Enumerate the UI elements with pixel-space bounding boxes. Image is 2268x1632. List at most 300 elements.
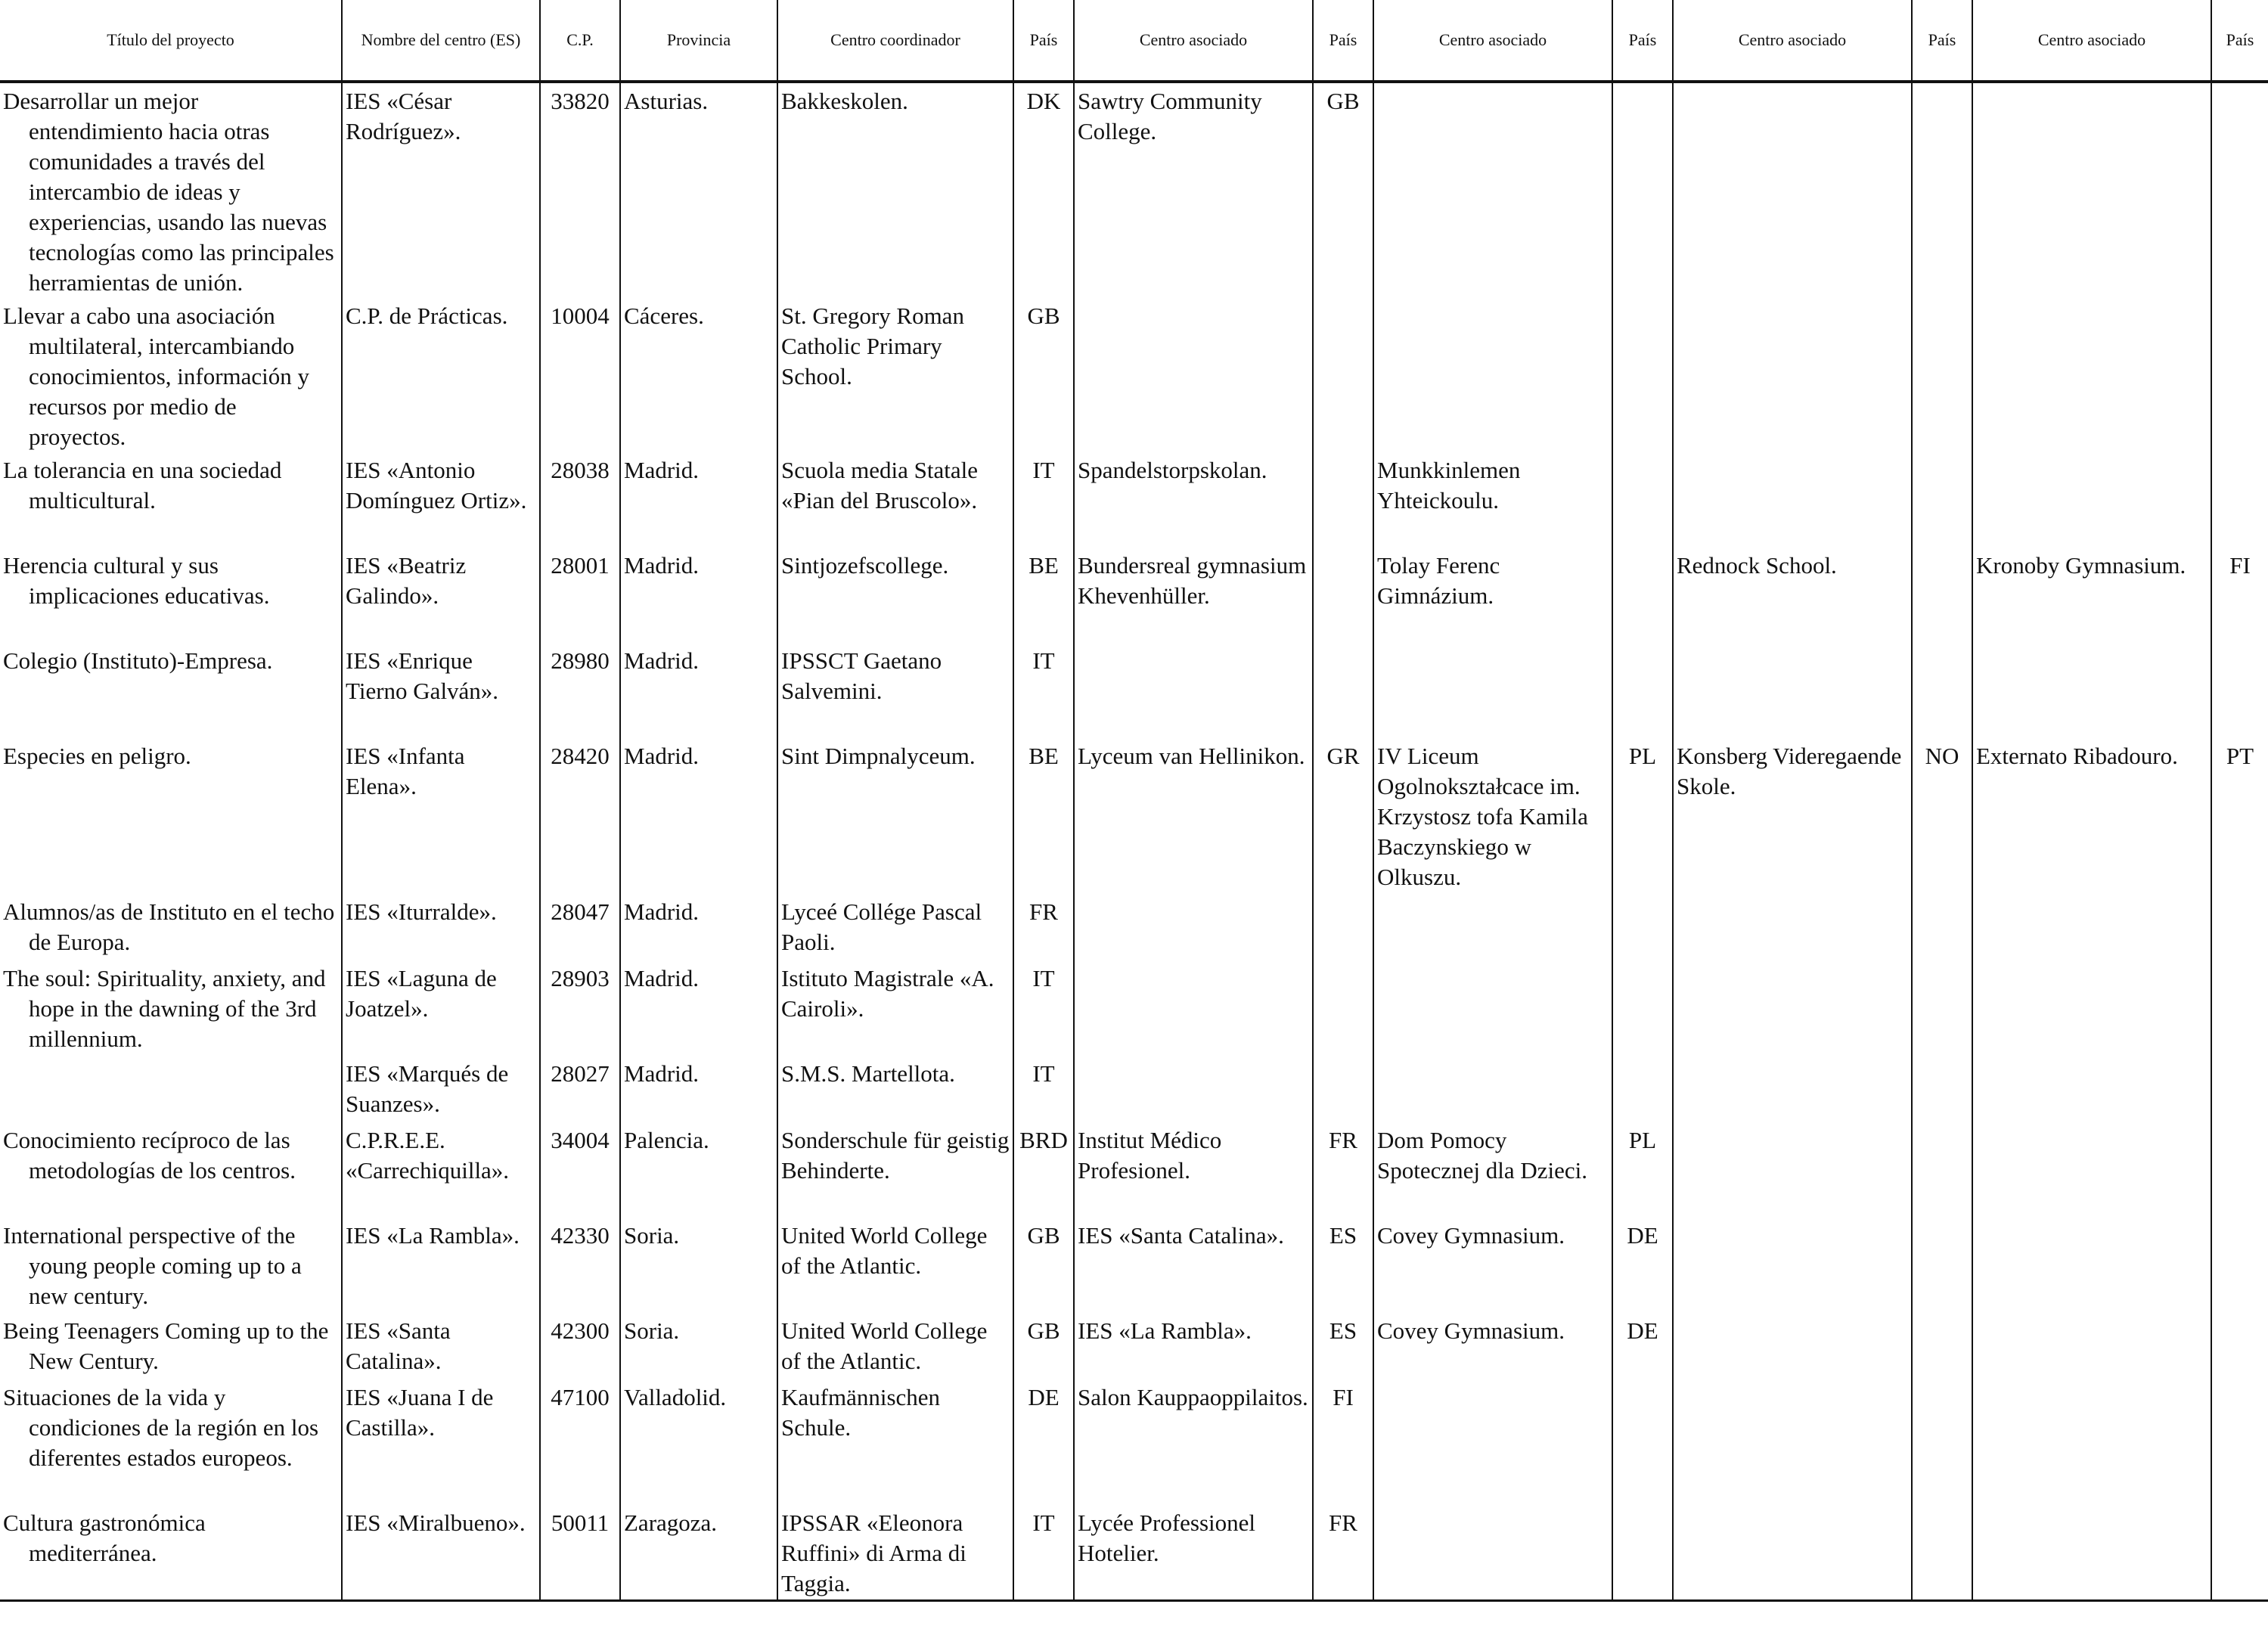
coordinator-cell <box>777 643 1013 738</box>
postal-code-cell-text: 33820 <box>551 88 610 114</box>
project-title-cell <box>0 960 342 1056</box>
partner-cell <box>1972 1122 2211 1218</box>
partner-cell <box>1074 1379 1313 1505</box>
country-cell <box>2211 1313 2268 1379</box>
province-cell <box>620 1505 777 1600</box>
country-cell <box>1912 298 1972 452</box>
country-cell-text: BE <box>1029 552 1059 579</box>
country-cell <box>1612 894 1673 960</box>
province-cell-text: Madrid. <box>624 457 700 483</box>
partner-cell <box>1373 894 1612 960</box>
project-title-cell <box>0 1122 342 1218</box>
country-cell <box>1313 1379 1373 1505</box>
partner-cell <box>1074 960 1313 1056</box>
partner-cell <box>1673 643 1912 738</box>
header-pais-3: País <box>1612 0 1673 82</box>
country-cell <box>2211 1218 2268 1313</box>
province-cell <box>620 1379 777 1505</box>
province-cell <box>620 894 777 960</box>
coordinator-cell <box>777 894 1013 960</box>
project-title-cell-text: International perspective of the young people coming up to a new century. <box>3 1222 302 1309</box>
postal-code-cell <box>540 960 620 1056</box>
country-cell <box>1013 1056 1074 1122</box>
country-cell <box>1313 643 1373 738</box>
country-cell-text: FI <box>1333 1384 1354 1410</box>
table-row <box>0 82 2268 298</box>
country-cell-text: PT <box>2226 743 2254 769</box>
partner-cell-text: Kronoby Gymnasium. <box>1976 552 2186 579</box>
partner-cell-text: Covey Gymnasium. <box>1377 1222 1565 1249</box>
partner-cell <box>1373 1218 1612 1313</box>
partner-cell <box>1673 1122 1912 1218</box>
project-title-cell <box>0 1379 342 1505</box>
postal-code-cell-text: 42300 <box>551 1317 610 1344</box>
table-row <box>0 738 2268 894</box>
country-cell-text: DK <box>1026 88 1061 114</box>
country-cell <box>1013 548 1074 643</box>
country-cell <box>1612 452 1673 548</box>
school-name-cell-text: IES «La Rambla». <box>346 1222 520 1249</box>
country-cell-text: BE <box>1029 743 1059 769</box>
partner-cell <box>1673 452 1912 548</box>
postal-code-cell <box>540 1122 620 1218</box>
coordinator-cell-text: Sintjozefscollege. <box>781 552 949 579</box>
project-title-cell-text: Conocimiento recíproco de las metodologías de los centros. <box>3 1127 296 1184</box>
country-cell <box>1612 548 1673 643</box>
partner-cell <box>1074 738 1313 894</box>
country-cell <box>1013 738 1074 894</box>
header-coordinador: Centro coordinador <box>777 0 1013 82</box>
postal-code-cell-text: 28038 <box>551 457 610 483</box>
partner-cell-text: Rednock School. <box>1677 552 1837 579</box>
country-cell <box>1013 1313 1074 1379</box>
header-asociado-1: Centro asociado <box>1074 0 1313 82</box>
country-cell-text: DE <box>1627 1317 1658 1344</box>
partner-cell <box>1673 1505 1912 1600</box>
coordinator-cell-text: IPSSCT Gaetano Salvemini. <box>781 647 942 704</box>
postal-code-cell-text: 10004 <box>551 303 610 329</box>
partner-cell-text: IES «Santa Catalina». <box>1078 1222 1284 1249</box>
country-cell-text: GB <box>1027 303 1060 329</box>
country-cell <box>1612 1122 1673 1218</box>
project-title-cell-text: Desarrollar un mejor entendimiento hacia otras comunidades a través del intercambio de ideas y experiencias, usando las nuevas tecnologías como las principales herramientas de unión. <box>3 88 334 296</box>
country-cell <box>1013 1122 1074 1218</box>
province-cell-text: Asturias. <box>624 88 709 114</box>
partner-cell <box>1074 82 1313 298</box>
postal-code-cell <box>540 548 620 643</box>
table-row <box>0 548 2268 643</box>
partner-cell-text: IV Liceum Ogolnokształcace im. Krzystosz tofa Kamila Baczynskiego w Olkuszu. <box>1377 743 1588 890</box>
country-cell <box>1313 960 1373 1056</box>
partner-cell <box>1673 1056 1912 1122</box>
partner-cell-text: Tolay Ferenc Gimnázium. <box>1377 552 1500 609</box>
country-cell <box>1912 960 1972 1056</box>
partner-cell <box>1074 452 1313 548</box>
table-row <box>0 1505 2268 1600</box>
school-name-cell <box>342 298 540 452</box>
postal-code-cell <box>540 1505 620 1600</box>
partner-cell-text: Institut Médico Profesionel. <box>1078 1127 1222 1184</box>
country-cell <box>1912 1122 1972 1218</box>
postal-code-cell-text: 50011 <box>551 1509 610 1536</box>
country-cell-text: ES <box>1329 1222 1357 1249</box>
country-cell <box>1612 738 1673 894</box>
project-title-cell-text: Cultura gastronómica mediterránea. <box>3 1509 206 1566</box>
country-cell <box>1313 1505 1373 1600</box>
partner-cell <box>1373 738 1612 894</box>
province-cell-text: Madrid. <box>624 552 700 579</box>
partner-cell-text: Sawtry Community College. <box>1078 88 1262 144</box>
country-cell-text: DE <box>1627 1222 1658 1249</box>
coordinator-cell-text: St. Gregory Roman Catholic Primary School. <box>781 303 964 389</box>
postal-code-cell <box>540 1056 620 1122</box>
postal-code-cell <box>540 1313 620 1379</box>
coordinator-cell <box>777 1122 1013 1218</box>
partner-cell-text: IES «La Rambla». <box>1078 1317 1252 1344</box>
project-title-cell-text: Herencia cultural y sus implicaciones educativas. <box>3 552 270 609</box>
partner-cell <box>1074 548 1313 643</box>
school-name-cell <box>342 1218 540 1313</box>
country-cell-text: GB <box>1027 1222 1060 1249</box>
province-cell <box>620 1218 777 1313</box>
partner-cell-text: Salon Kauppaoppilaitos. <box>1078 1384 1308 1410</box>
coordinator-cell-text: United World College of the Atlantic. <box>781 1222 988 1279</box>
table-row <box>0 452 2268 548</box>
project-title-cell <box>0 1505 342 1600</box>
country-cell <box>2211 643 2268 738</box>
country-cell-text: FR <box>1329 1127 1357 1153</box>
coordinator-cell-text: S.M.S. Martellota. <box>781 1060 955 1087</box>
partner-cell <box>1673 738 1912 894</box>
country-cell <box>1612 1505 1673 1600</box>
coordinator-cell-text: Scuola media Statale «Pian del Bruscolo». <box>781 457 978 513</box>
partner-cell <box>1373 643 1612 738</box>
school-name-cell <box>342 1122 540 1218</box>
table-row <box>0 643 2268 738</box>
coordinator-cell-text: Kaufmännischen Schule. <box>781 1384 941 1441</box>
partner-cell <box>1373 82 1612 298</box>
school-name-cell-text: IES «Beatriz Galindo». <box>346 552 467 609</box>
country-cell-text: BRD <box>1019 1127 1068 1153</box>
coordinator-cell <box>777 82 1013 298</box>
partner-cell <box>1673 960 1912 1056</box>
province-cell-text: Soria. <box>624 1222 680 1249</box>
country-cell <box>1612 1218 1673 1313</box>
coordinator-cell-text: Istituto Magistrale «A. Cairoli». <box>781 965 994 1022</box>
school-name-cell-text: IES «Marqués de Suanzes». <box>346 1060 509 1117</box>
table-row <box>0 1379 2268 1505</box>
table-row <box>0 298 2268 452</box>
country-cell <box>1313 738 1373 894</box>
country-cell-text: IT <box>1032 1509 1055 1536</box>
partner-cell <box>1074 643 1313 738</box>
country-cell <box>1013 643 1074 738</box>
coordinator-cell-text: United World College of the Atlantic. <box>781 1317 988 1374</box>
partner-cell <box>1972 1505 2211 1600</box>
province-cell-text: Madrid. <box>624 965 700 991</box>
school-name-cell <box>342 548 540 643</box>
country-cell-text: PL <box>1628 743 1657 769</box>
postal-code-cell <box>540 643 620 738</box>
partner-cell-text: Konsberg Videregaende Skole. <box>1677 743 1902 799</box>
country-cell-text: FI <box>2229 552 2251 579</box>
country-cell <box>1912 82 1972 298</box>
header-pais-4: País <box>1912 0 1972 82</box>
province-cell-text: Cáceres. <box>624 303 704 329</box>
project-title-cell-text: Colegio (Instituto)-Empresa. <box>3 647 273 674</box>
partner-cell-text: Dom Pomocy Spotecznej dla Dzieci. <box>1377 1127 1588 1184</box>
partner-cell <box>1373 960 1612 1056</box>
coordinator-cell <box>777 1313 1013 1379</box>
partner-cell <box>1074 894 1313 960</box>
header-pais-2: País <box>1313 0 1373 82</box>
partner-cell-text: Covey Gymnasium. <box>1377 1317 1565 1344</box>
project-title-cell-text: The soul: Spirituality, anxiety, and hope in the dawning of the 3rd millennium. <box>3 965 326 1052</box>
country-cell <box>1313 548 1373 643</box>
postal-code-cell-text: 28420 <box>551 743 610 769</box>
country-cell <box>1612 643 1673 738</box>
country-cell <box>2211 894 2268 960</box>
country-cell <box>1912 1505 1972 1600</box>
partner-cell <box>1673 1313 1912 1379</box>
country-cell <box>2211 82 2268 298</box>
header-titulo: Título del proyecto <box>107 30 234 49</box>
partner-cell <box>1972 738 2211 894</box>
country-cell <box>2211 960 2268 1056</box>
country-cell <box>1912 548 1972 643</box>
province-cell-text: Madrid. <box>624 647 700 674</box>
province-cell <box>620 960 777 1056</box>
project-title-cell <box>0 298 342 452</box>
coordinator-cell <box>777 960 1013 1056</box>
project-title-cell-text: La tolerancia en una sociedad multicultural. <box>3 457 282 513</box>
partner-cell <box>1673 548 1912 643</box>
province-cell <box>620 738 777 894</box>
project-title-cell <box>0 894 342 960</box>
project-title-cell <box>0 82 342 298</box>
postal-code-cell-text: 28001 <box>551 552 610 579</box>
partner-cell <box>1373 1379 1612 1505</box>
project-title-cell <box>0 1313 342 1379</box>
country-cell-text: NO <box>1925 743 1959 769</box>
project-title-cell <box>0 1218 342 1313</box>
country-cell-text: DE <box>1028 1384 1060 1410</box>
header-pais-1: País <box>1013 0 1074 82</box>
province-cell <box>620 82 777 298</box>
country-cell <box>2211 738 2268 894</box>
partner-cell <box>1373 1313 1612 1379</box>
header-row <box>0 0 2268 82</box>
coordinator-cell-text: Sint Dimpnalyceum. <box>781 743 976 769</box>
school-name-cell <box>342 738 540 894</box>
partner-cell <box>1373 1122 1612 1218</box>
partner-cell-text: Bundersreal gymnasium Khevenhüller. <box>1078 552 1307 609</box>
country-cell <box>1612 1313 1673 1379</box>
table-row <box>0 1313 2268 1379</box>
project-title-cell <box>0 1056 342 1122</box>
partner-cell <box>1972 894 2211 960</box>
postal-code-cell <box>540 82 620 298</box>
country-cell <box>1612 1379 1673 1505</box>
country-cell <box>1912 452 1972 548</box>
partner-cell <box>1972 548 2211 643</box>
coordinator-cell <box>777 548 1013 643</box>
project-title-cell-text: Especies en peligro. <box>3 743 191 769</box>
partner-cell <box>1074 1056 1313 1122</box>
coordinator-cell-text: Bakkeskolen. <box>781 88 908 114</box>
country-cell <box>1013 1379 1074 1505</box>
country-cell <box>1912 1313 1972 1379</box>
province-cell-text: Soria. <box>624 1317 680 1344</box>
postal-code-cell <box>540 1218 620 1313</box>
partner-cell <box>1074 1313 1313 1379</box>
table-row <box>0 1218 2268 1313</box>
coordinator-cell <box>777 738 1013 894</box>
project-title-cell-text: Llevar a cabo una asociación multilateral, intercambiando conocimientos, información y recursos por medio de proyectos. <box>3 303 310 450</box>
province-cell <box>620 452 777 548</box>
project-title-cell <box>0 452 342 548</box>
school-name-cell-text: C.P.R.E.E. «Carrechiquilla». <box>346 1127 510 1184</box>
partner-cell <box>1373 548 1612 643</box>
coordinator-cell <box>777 1218 1013 1313</box>
country-cell <box>1912 894 1972 960</box>
country-cell <box>1912 1056 1972 1122</box>
table-row <box>0 894 2268 960</box>
country-cell <box>1313 82 1373 298</box>
province-cell <box>620 1313 777 1379</box>
partner-cell <box>1373 298 1612 452</box>
school-name-cell-text: IES «Laguna de Joatzel». <box>346 965 497 1022</box>
coordinator-cell <box>777 298 1013 452</box>
partner-cell-text: Spandelstorpskolan. <box>1078 457 1267 483</box>
country-cell <box>1912 643 1972 738</box>
header-asociado-2: Centro asociado <box>1373 0 1612 82</box>
country-cell-text: FR <box>1029 898 1058 925</box>
project-title-cell <box>0 738 342 894</box>
coordinator-cell <box>777 1379 1013 1505</box>
country-cell-text: IT <box>1032 965 1055 991</box>
partner-cell <box>1972 1379 2211 1505</box>
postal-code-cell-text: 28047 <box>551 898 610 925</box>
project-title-cell-text: Being Teenagers Coming up to the New Century. <box>3 1317 329 1374</box>
coordinator-cell-text: Sonderschule für geistig Behinderte. <box>781 1127 1010 1184</box>
partner-cell <box>1373 452 1612 548</box>
country-cell <box>1612 960 1673 1056</box>
table-row <box>0 1056 2268 1122</box>
province-cell-text: Palencia. <box>624 1127 709 1153</box>
country-cell-text: GR <box>1326 743 1360 769</box>
country-cell <box>1013 452 1074 548</box>
country-cell-text: PL <box>1628 1127 1657 1153</box>
province-cell-text: Valladolid. <box>624 1384 727 1410</box>
province-cell-text: Madrid. <box>624 1060 700 1087</box>
country-cell <box>1013 894 1074 960</box>
postal-code-cell-text: 28027 <box>551 1060 610 1087</box>
header-pais-5: País <box>2211 0 2268 82</box>
school-name-cell-text: IES «Infanta Elena». <box>346 743 465 799</box>
partner-cell <box>1074 298 1313 452</box>
partner-cell <box>1972 1056 2211 1122</box>
header-nombre: Nombre del centro (ES) <box>342 0 540 82</box>
school-name-cell-text: IES «Iturralde». <box>346 898 497 925</box>
country-cell <box>1313 894 1373 960</box>
school-name-cell <box>342 1379 540 1505</box>
postal-code-cell <box>540 738 620 894</box>
postal-code-cell <box>540 452 620 548</box>
project-title-cell <box>0 643 342 738</box>
postal-code-cell-text: 47100 <box>551 1384 610 1410</box>
header-asociado-3: Centro asociado <box>1673 0 1912 82</box>
school-name-cell-text: IES «Santa Catalina». <box>346 1317 451 1374</box>
province-cell-text: Zaragoza. <box>624 1509 718 1536</box>
country-cell <box>1313 1056 1373 1122</box>
school-name-cell-text: IES «Miralbueno». <box>346 1509 526 1536</box>
school-name-cell <box>342 643 540 738</box>
country-cell <box>2211 1379 2268 1505</box>
country-cell <box>1013 298 1074 452</box>
partner-cell <box>1972 1313 2211 1379</box>
school-name-cell-text: C.P. de Prácticas. <box>346 303 508 329</box>
province-cell-text: Madrid. <box>624 743 700 769</box>
school-name-cell <box>342 1313 540 1379</box>
country-cell <box>2211 452 2268 548</box>
partner-cell <box>1074 1218 1313 1313</box>
partner-cell <box>1972 1218 2211 1313</box>
postal-code-cell-text: 34004 <box>551 1127 610 1153</box>
partner-cell <box>1972 452 2211 548</box>
country-cell <box>1013 960 1074 1056</box>
partner-cell <box>1373 1056 1612 1122</box>
project-title-cell-text: Situaciones de la vida y condiciones de la región en los diferentes estados europeos. <box>3 1384 319 1471</box>
partner-cell <box>1972 960 2211 1056</box>
country-cell-text: GB <box>1326 88 1360 114</box>
partner-cell-text: Lyceum van Hellinikon. <box>1078 743 1305 769</box>
postal-code-cell-text: 42330 <box>551 1222 610 1249</box>
province-cell <box>620 1056 777 1122</box>
partner-cell <box>1074 1505 1313 1600</box>
table-row <box>0 1122 2268 1218</box>
country-cell-text: IT <box>1032 1060 1055 1087</box>
partner-cell <box>1673 894 1912 960</box>
postal-code-cell <box>540 298 620 452</box>
coordinator-cell-text: Lyceé Collége Pascal Paoli. <box>781 898 982 955</box>
table-body <box>0 82 2268 1600</box>
school-name-cell <box>342 1056 540 1122</box>
country-cell <box>1612 82 1673 298</box>
country-cell <box>1912 1379 1972 1505</box>
country-cell <box>1313 1218 1373 1313</box>
school-name-cell-text: IES «Enrique Tierno Galván». <box>346 647 499 704</box>
province-cell <box>620 298 777 452</box>
school-name-cell <box>342 452 540 548</box>
header-cp: C.P. <box>540 0 620 82</box>
table-row <box>0 960 2268 1056</box>
country-cell-text: FR <box>1329 1509 1357 1536</box>
partner-cell <box>1673 82 1912 298</box>
country-cell <box>1912 1218 1972 1313</box>
country-cell-text: IT <box>1032 647 1055 674</box>
partner-cell <box>1373 1505 1612 1600</box>
country-cell <box>1013 1505 1074 1600</box>
country-cell <box>1313 1122 1373 1218</box>
coordinator-cell-text: IPSSAR «Eleonora Ruffini» di Arma di Taggia. <box>781 1509 966 1596</box>
country-cell <box>2211 1122 2268 1218</box>
country-cell <box>2211 1056 2268 1122</box>
project-title-cell <box>0 548 342 643</box>
country-cell <box>1013 82 1074 298</box>
postal-code-cell-text: 28980 <box>551 647 610 674</box>
country-cell-text: ES <box>1329 1317 1357 1344</box>
